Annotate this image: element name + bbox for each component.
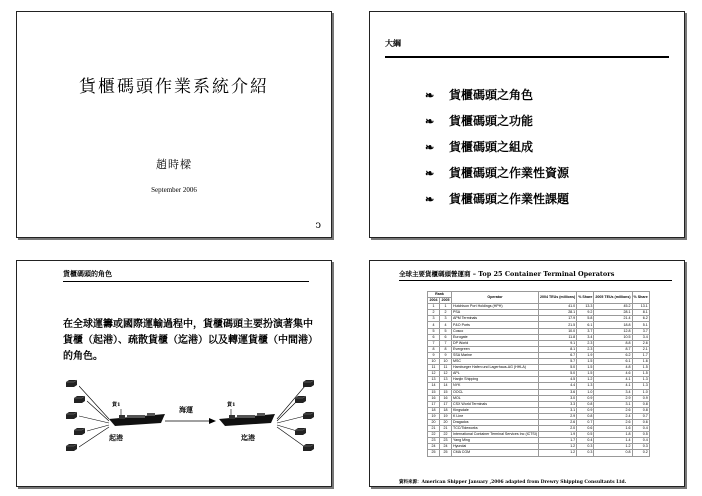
role-paragraph: 在全球運籌或國際運輸過程中，貨櫃碼頭主要扮演著集中貨櫃（起港）、疏散貨櫃（迄港）以及轉運貨櫃（中間港）的角色。 xyxy=(63,319,313,362)
table-cell: 1.3 xyxy=(632,377,649,383)
table-cell: 4.1 xyxy=(594,377,632,383)
table-cell: 1 xyxy=(440,304,452,310)
table-cell: 3.4 xyxy=(594,389,632,395)
table-cell: 1.2 xyxy=(594,444,632,450)
table-cell: 3.4 xyxy=(632,334,649,340)
table-cell: Hanjin Shipping xyxy=(452,377,539,383)
table-cell: 11 xyxy=(428,365,440,371)
table-cell: 0.5 xyxy=(632,432,649,438)
container-icon xyxy=(302,411,315,420)
table-cell: 8 xyxy=(440,346,452,352)
table-cell: 13.3 xyxy=(577,304,594,310)
table-cell: APL xyxy=(452,371,539,377)
outline-item-label: 貨櫃碼頭之角色 xyxy=(449,88,534,102)
table-cell: 3.7 xyxy=(632,328,649,334)
table-cell: TCC/Tideworks xyxy=(452,426,539,432)
table-cell: 0.7 xyxy=(632,413,649,419)
table-cell: 21.4 xyxy=(594,316,632,322)
table-cell: 12.8 xyxy=(594,328,632,334)
leaf-bullet-icon: ❧ xyxy=(425,141,435,154)
table-cell: 25 xyxy=(428,450,440,456)
table-cell: 1.6 xyxy=(594,426,632,432)
table-cell: 8.1 xyxy=(632,310,649,316)
table-cell: MOL xyxy=(452,395,539,401)
table-cell: 1.7 xyxy=(632,352,649,358)
table-cell: 6 xyxy=(428,334,440,340)
table-cell: CSX World Terminals xyxy=(452,401,539,407)
table-cell: Evergreen xyxy=(452,346,539,352)
table-cell: Yang Ming xyxy=(452,438,539,444)
table-cell: 1.3 xyxy=(632,383,649,389)
table-cell: 7 xyxy=(428,340,440,346)
sea-label: 海運 xyxy=(179,405,193,414)
table-cell: 18.8 xyxy=(594,322,632,328)
table-cell: 2.3 xyxy=(577,340,594,346)
table-cell: 17 xyxy=(440,401,452,407)
table-cell: 3 xyxy=(440,316,452,322)
table-cell: 2 xyxy=(440,310,452,316)
table-cell: 21 xyxy=(440,426,452,432)
table-cell: 1.0 xyxy=(577,389,594,395)
origin-port-label: 起港 xyxy=(109,433,123,442)
table-cell: 8.8 xyxy=(594,340,632,346)
table-cell: 8.1 xyxy=(539,346,577,352)
operators-table-body xyxy=(428,304,650,456)
table-cell: 18 xyxy=(440,407,452,413)
slide-outline[interactable] xyxy=(369,11,685,238)
outline-item xyxy=(425,186,569,212)
table-cell: 10 xyxy=(440,359,452,365)
destination-port-label: 迄港 xyxy=(241,433,255,442)
table-cell: 18 xyxy=(428,407,440,413)
table-cell: 5.0 xyxy=(539,365,577,371)
table-cell: 4.6 xyxy=(594,371,632,377)
table-cell: 3.0 xyxy=(539,395,577,401)
table-cell: 10 xyxy=(428,359,440,365)
table-cell: 45.2 xyxy=(594,304,632,310)
table-cell: International Container Terminal Services Inc (ICTSI) xyxy=(453,432,538,437)
table-cell: 2.9 xyxy=(594,395,632,401)
col-operator: Operator xyxy=(452,292,539,304)
container-icon xyxy=(65,411,78,420)
table-cell: 24 xyxy=(428,444,440,450)
table-cell: 1.3 xyxy=(577,383,594,389)
outline-item-label: 貨櫃碼頭之功能 xyxy=(449,114,534,128)
table-cell: 0.6 xyxy=(632,419,649,425)
col-share-2005: % Share xyxy=(632,292,649,304)
outline-item-label: 貨櫃碼頭之作業性資源 xyxy=(449,166,570,180)
leaf-bullet-icon: ❧ xyxy=(425,193,435,206)
table-row xyxy=(428,450,650,456)
table-cell: 1.4 xyxy=(594,438,632,444)
table-cell: 4.1 xyxy=(594,383,632,389)
table-cell: 13.1 xyxy=(632,304,649,310)
table-cell: 11 xyxy=(440,365,452,371)
presentation-date: September 2006 xyxy=(151,186,197,194)
table-cell: NYK xyxy=(452,383,539,389)
leaf-bullet-icon: ❧ xyxy=(425,89,435,102)
table-cell: Eurogate xyxy=(452,334,539,340)
table-cell: OOCL xyxy=(452,389,539,395)
table-cell: 22 xyxy=(428,432,440,438)
table-cell: 16 xyxy=(440,395,452,401)
table-cell: 0.9 xyxy=(577,395,594,401)
table-cell: 3.4 xyxy=(577,334,594,340)
ship-tag: 貨1 xyxy=(227,402,236,408)
table-cell: 0.5 xyxy=(577,432,594,438)
header-divider xyxy=(399,280,672,281)
table-cell: 2.0 xyxy=(539,426,577,432)
table-cell: 0.3 xyxy=(577,450,594,456)
table-cell: 2.9 xyxy=(539,413,577,419)
table-cell: K Line xyxy=(452,413,539,419)
container-icon xyxy=(294,427,307,436)
container-icon xyxy=(65,443,78,452)
outline-item xyxy=(425,82,569,108)
outline-item-label: 貨櫃碼頭之作業性課題 xyxy=(449,192,570,206)
header-divider xyxy=(385,56,669,58)
table-cell: 12 xyxy=(428,371,440,377)
table-cell: 6.2 xyxy=(594,352,632,358)
logo-mark-icon: ↄ xyxy=(315,220,321,231)
table-cell: Dragados xyxy=(452,419,539,425)
table-cell: Kingsdale xyxy=(452,407,539,413)
table-cell: 13 xyxy=(428,377,440,383)
table-cell: 4.8 xyxy=(594,365,632,371)
table-cell: 9.2 xyxy=(577,310,594,316)
table-cell: 0.3 xyxy=(577,444,594,450)
table-cell: 10.0 xyxy=(539,328,577,334)
table-cell: 15 xyxy=(428,389,440,395)
table-cell: Hyundai xyxy=(452,444,539,450)
container-icon xyxy=(294,395,307,404)
table-cell: 2.1 xyxy=(632,346,649,352)
table-cell: 0.8 xyxy=(594,450,632,456)
origin-ship-icon xyxy=(107,407,167,429)
table-cell: 3.7 xyxy=(577,328,594,334)
col-teu-2004: 2004 TEUs (millions) xyxy=(539,292,577,304)
table-cell: 2.6 xyxy=(539,419,577,425)
slide-terminal-role[interactable] xyxy=(16,260,332,487)
table-cell: 1.9 xyxy=(577,352,594,358)
table-cell: 9.1 xyxy=(539,340,577,346)
table-cell: 8 xyxy=(428,346,440,352)
table-cell: 3 xyxy=(428,316,440,322)
table-cell: 20 xyxy=(440,419,452,425)
table-cell: 1.8 xyxy=(594,432,632,438)
table-cell: 7 xyxy=(440,340,452,346)
table-cell: 14 xyxy=(440,383,452,389)
table-cell: 1.2 xyxy=(539,450,577,456)
presentation-title: 貨櫃碼頭作業系統介紹 xyxy=(79,77,269,97)
table-cell: 8.7 xyxy=(594,346,632,352)
author-name: 趙時樑 xyxy=(156,158,192,171)
table-cell: 2 xyxy=(428,310,440,316)
table-cell: 13 xyxy=(440,377,452,383)
table-cell: 0.9 xyxy=(577,407,594,413)
table-cell: 3.6 xyxy=(539,389,577,395)
table-cell: 14 xyxy=(428,383,440,389)
table-cell: 28.1 xyxy=(594,310,632,316)
source-note: 資料來源：American Shipper January ,2006 adapted from Drewry Shipping Consultants Ltd. xyxy=(399,480,627,485)
table-cell: 25 xyxy=(440,450,452,456)
col-teu-2005: 2005 TEUs (millions) xyxy=(594,292,632,304)
slide-title[interactable] xyxy=(16,11,332,238)
table-cell: 12 xyxy=(440,371,452,377)
table-cell: 19 xyxy=(428,413,440,419)
leaf-bullet-icon: ❧ xyxy=(425,167,435,180)
table-cell: 5.1 xyxy=(632,322,649,328)
outline-item-label: 貨櫃碼頭之組成 xyxy=(449,140,534,154)
table-cell: DP World xyxy=(452,340,539,346)
table-cell: 0.8 xyxy=(577,413,594,419)
table-cell: 1.5 xyxy=(632,365,649,371)
table-cell: 5.8 xyxy=(577,316,594,322)
container-icon xyxy=(302,443,315,452)
table-cell: 6.1 xyxy=(577,322,594,328)
table-cell: 6.2 xyxy=(632,316,649,322)
table-cell: 1.0 xyxy=(632,389,649,395)
table-cell: 21.5 xyxy=(539,322,577,328)
table-cell: 0.4 xyxy=(632,438,649,444)
operators-header: 全球主要貨櫃碼頭營運商 – Top 25 Container Terminal Operators xyxy=(399,270,615,278)
table-cell: 4 xyxy=(440,322,452,328)
table-cell: 0.3 xyxy=(632,444,649,450)
table-cell: 2.6 xyxy=(594,419,632,425)
table-cell: 1.9 xyxy=(539,432,577,438)
table-cell: 2.6 xyxy=(594,407,632,413)
table-cell: 5 xyxy=(440,328,452,334)
table-cell: 1.5 xyxy=(577,359,594,365)
table-cell: 22 xyxy=(440,432,452,438)
slide-top-operators[interactable] xyxy=(369,260,685,487)
table-cell: 17 xyxy=(428,401,440,407)
table-cell: 3.1 xyxy=(539,407,577,413)
table-cell: 23 xyxy=(440,438,452,444)
table-cell: CMA CGM xyxy=(452,450,539,456)
outline-item xyxy=(425,108,569,134)
table-cell: APM Terminals xyxy=(452,316,539,322)
table-cell: 4 xyxy=(428,322,440,328)
container-icon xyxy=(302,379,315,388)
outline-item xyxy=(425,134,569,160)
table-cell: 17.9 xyxy=(539,316,577,322)
table-cell: 0.9 xyxy=(632,395,649,401)
ship-tag: 貨1 xyxy=(112,402,121,408)
leaf-bullet-icon: ❧ xyxy=(425,115,435,128)
col-rank-2005: 2005 xyxy=(441,298,450,303)
table-cell: 28.1 xyxy=(539,310,577,316)
table-cell: 0.4 xyxy=(632,426,649,432)
table-cell: 0.8 xyxy=(577,401,594,407)
destination-ship-icon xyxy=(217,407,277,429)
table-cell: 24 xyxy=(440,444,452,450)
table-cell: Cosco xyxy=(452,328,539,334)
table-cell: 2.4 xyxy=(594,413,632,419)
outline-list xyxy=(425,82,569,212)
table-cell: 11.8 xyxy=(539,334,577,340)
table-cell: 19 xyxy=(440,413,452,419)
table-cell: 23 xyxy=(428,438,440,444)
table-cell: 15 xyxy=(440,389,452,395)
operators-table xyxy=(427,291,650,457)
table-cell: 10.5 xyxy=(594,334,632,340)
table-cell: 5.0 xyxy=(539,371,577,377)
table-cell: 1.2 xyxy=(539,444,577,450)
role-header: 貨櫃碼頭的角色 xyxy=(63,269,112,278)
table-cell: MSC xyxy=(452,359,539,365)
outline-item xyxy=(425,160,569,186)
table-cell: 0.6 xyxy=(577,426,594,432)
col-share-2004: % Share xyxy=(577,292,594,304)
table-cell: 1.7 xyxy=(539,438,577,444)
table-cell: 1.5 xyxy=(632,371,649,377)
col-rank: Rank xyxy=(428,292,452,298)
table-cell: 1.6 xyxy=(632,359,649,365)
table-cell: 20 xyxy=(428,419,440,425)
outline-header: 大綱 xyxy=(385,38,401,48)
table-cell: 9 xyxy=(440,352,452,358)
table-cell: 1 xyxy=(428,304,440,310)
table-cell: 41.0 xyxy=(539,304,577,310)
header-divider xyxy=(63,281,309,282)
sea-route-arrow-icon xyxy=(165,417,217,425)
table-cell: 5 xyxy=(428,328,440,334)
table-cell: P&O Ports xyxy=(452,322,539,328)
table-cell: 0.8 xyxy=(632,401,649,407)
col-rank-2004: 2004 xyxy=(429,298,438,303)
table-cell: 3.1 xyxy=(594,401,632,407)
table-cell: 0.8 xyxy=(632,407,649,413)
table-cell: 4.5 xyxy=(539,377,577,383)
table-cell: 2.3 xyxy=(577,346,594,352)
table-cell: Hutchison Port Holdings (HPH) xyxy=(452,304,539,310)
table-cell: 0.4 xyxy=(577,438,594,444)
table-cell: 0.7 xyxy=(577,419,594,425)
table-cell: 1.5 xyxy=(577,371,594,377)
table-cell: 1.2 xyxy=(577,377,594,383)
table-cell: 5.7 xyxy=(539,359,577,365)
container-icon xyxy=(65,379,78,388)
table-cell: 6 xyxy=(440,334,452,340)
table-cell: SSA Marine xyxy=(452,352,539,358)
table-cell: PSA xyxy=(452,310,539,316)
table-cell: 2.6 xyxy=(632,340,649,346)
table-cell: 3.3 xyxy=(539,401,577,407)
table-cell: 21 xyxy=(428,426,440,432)
table-cell: 9 xyxy=(428,352,440,358)
table-cell: 6.1 xyxy=(594,359,632,365)
table-cell: 6.7 xyxy=(539,352,577,358)
table-cell: 0.2 xyxy=(632,450,649,456)
table-cell: 4.4 xyxy=(539,383,577,389)
table-cell: 1.5 xyxy=(577,365,594,371)
table-cell: Hamburger Hafen und Lagerhaus-AG (HHLA) xyxy=(452,365,539,371)
table-cell: 16 xyxy=(428,395,440,401)
